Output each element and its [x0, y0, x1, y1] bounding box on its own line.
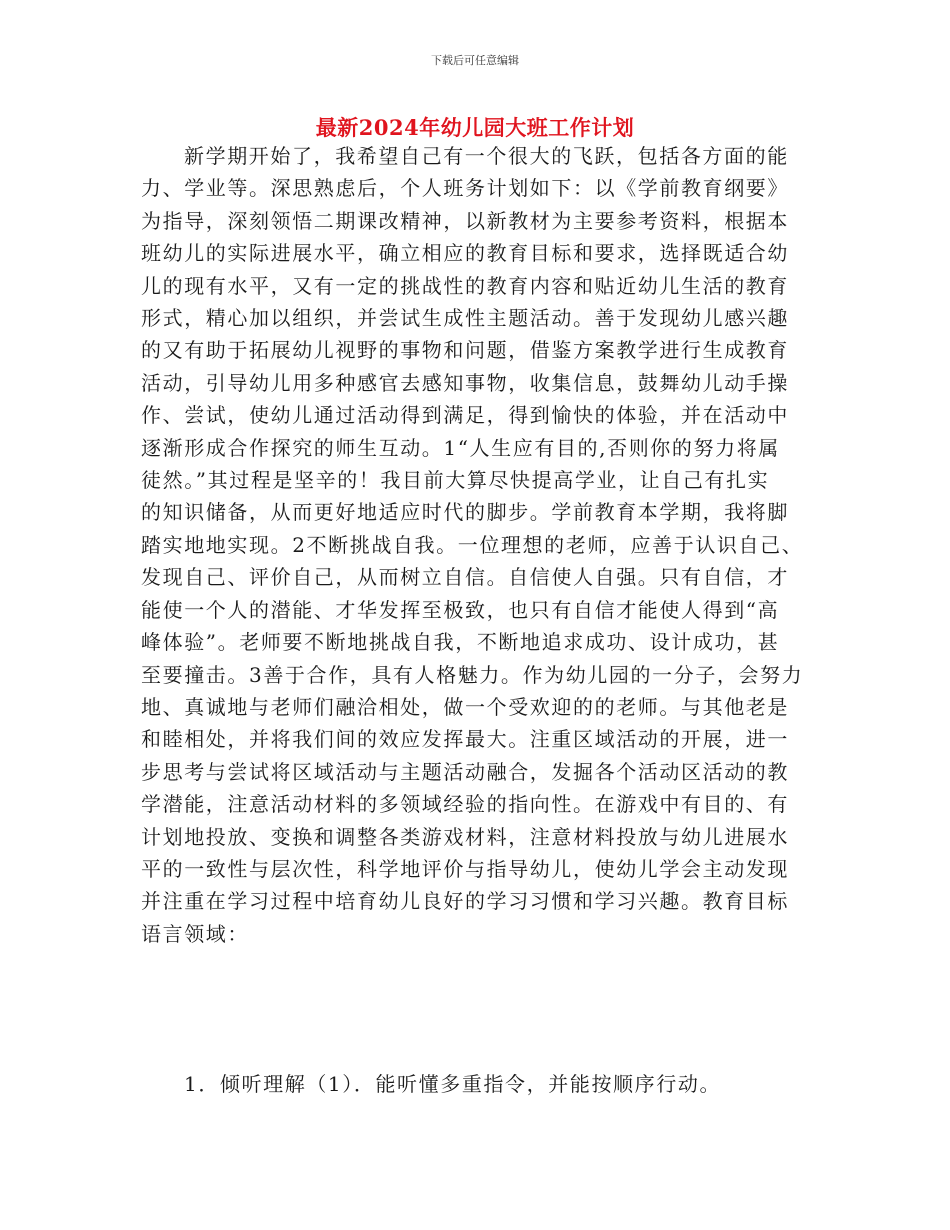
paragraph-line: 学潜能，注意活动材料的多领域经验的指向性。在游戏中有目的、有: [141, 792, 789, 817]
paragraph-line: 计划地投放、变换和调整各类游戏材料，注意材料投放与幼儿进展水: [141, 824, 789, 849]
paragraph-line: 峰体验”。老师要不断地挑战自我，不断地追求成功、设计成功，甚: [141, 630, 780, 655]
paragraph-line: 作、尝试，使幼儿通过活动得到满足，得到愉快的体验，并在活动中: [141, 403, 789, 428]
paragraph-line: 新学期开始了，我希望自己有一个很大的飞跃，包括各方面的能: [184, 144, 789, 168]
paragraph-line: 步思考与尝试将区域活动与主题活动融合，发掘各个活动区活动的教: [141, 759, 789, 784]
paragraph-line: 地、真诚地与老师们融洽相处，做一个受欢迎的的老师。与其他老是: [141, 694, 789, 719]
paragraph-line: 徒然。”其过程是坚辛的！我目前大算尽快提高学业，让自己有扎实: [141, 468, 770, 493]
paragraph-line: 儿的现有水平，又有一定的挑战性的教育内容和贴近幼儿生活的教育: [141, 273, 789, 298]
paragraph-line: 能使一个人的潜能、才华发挥至极致，也只有自信才能使人得到“高: [141, 597, 780, 622]
paragraph-line: 的又有助于拓展幼儿视野的事物和问题，借鉴方案教学进行生成教育: [141, 338, 789, 363]
document-title: 最新2024年幼儿园大班工作计划: [315, 115, 635, 140]
paragraph-line: 和睦相处，并将我们间的效应发挥最大。注重区域活动的开展，进一: [141, 727, 789, 752]
paragraph-line: 力、学业等。深思熟虑后，个人班务计划如下：以《学前教育纲要》: [141, 176, 789, 201]
paragraph-line: 平的一致性与层次性，科学地评价与指导幼儿，使幼儿学会主动发现: [141, 856, 789, 881]
header-note: 下载后可任意编辑: [431, 54, 519, 67]
paragraph-line: 班幼儿的实际进展水平，确立相应的教育目标和要求，选择既适合幼: [141, 241, 789, 266]
paragraph-line: 逐渐形成合作探究的师生互动。1“人生应有目的,否则你的努力将属: [141, 435, 780, 460]
paragraph-line: 至要撞击。3善于合作，具有人格魅力。作为幼儿园的一分子，会努力: [141, 662, 804, 687]
body-paragraph: [141, 140, 809, 950]
paragraph-line: 发现自己、评价自己，从而树立自信。自信使人自强。只有自信，才: [141, 565, 789, 590]
paragraph-line: 踏实地地实现。2不断挑战自我。一位理想的老师，应善于认识自己、: [141, 532, 804, 557]
list-item: 1．倾听理解（1）．能听懂多重指令，并能按顺序行动。: [184, 1072, 722, 1096]
paragraph-line: 语言领域：: [141, 921, 249, 946]
paragraph-line: 活动，引导幼儿用多种感官去感知事物，收集信息，鼓舞幼儿动手操: [141, 370, 789, 395]
paragraph-line: 形式，精心加以组织，并尝试生成性主题活动。善于发现幼儿感兴趣: [141, 306, 789, 331]
paragraph-line: 为指导，深刻领悟二期课改精神，以新教材为主要参考资料，根据本: [141, 208, 789, 233]
paragraph-line: 并注重在学习过程中培育幼儿良好的学习习惯和学习兴趣。教育目标: [141, 889, 789, 914]
paragraph-line: 的知识储备，从而更好地适应时代的脚步。学前教育本学期，我将脚: [141, 500, 789, 525]
